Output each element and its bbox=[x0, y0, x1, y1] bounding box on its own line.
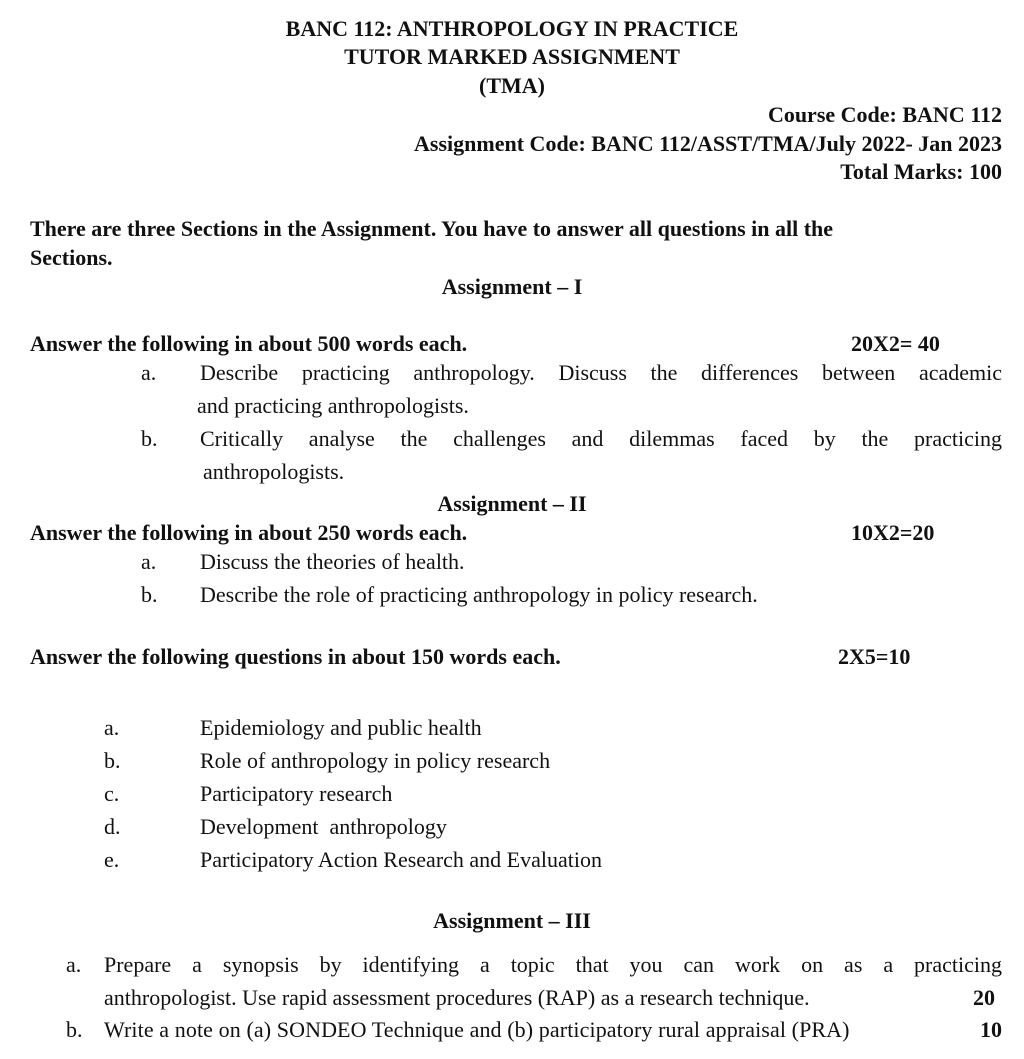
assignment-2-short-marks: 2X5=10 bbox=[838, 644, 911, 669]
assignment-1-q-a-label: a. bbox=[141, 360, 157, 385]
document-abbreviation: (TMA) bbox=[479, 73, 545, 98]
short-q-d-label: d. bbox=[104, 814, 121, 839]
assignment-2-marks: 10X2=20 bbox=[851, 520, 935, 545]
assignment-1-marks: 20X2= 40 bbox=[851, 331, 940, 356]
short-q-a-label: a. bbox=[104, 715, 120, 740]
assignment-2-q-b-label: b. bbox=[141, 582, 158, 607]
assignment-2-instruction: Answer the following in about 250 words each. bbox=[30, 520, 468, 545]
assignment-1-q-b-line-2: anthropologists. bbox=[203, 459, 345, 484]
assignment-3-q-b-label: b. bbox=[66, 1017, 83, 1042]
assignment-3-q-a-line-2: anthropologist. Use rapid assessment procedures (RAP) as a research technique. bbox=[104, 985, 810, 1010]
assignment-code: Assignment Code: BANC 112/ASST/TMA/July 2022- Jan 2023 bbox=[414, 131, 1002, 156]
short-q-e-text: Participatory Action Research and Evaluation bbox=[200, 847, 602, 872]
assignment-1-q-b-line-1: Critically analyse the challenges and dilemmas faced by the practicing bbox=[200, 426, 1002, 451]
assignment-1-heading: Assignment – I bbox=[441, 274, 583, 299]
document-title: BANC 112: ANTHROPOLOGY IN PRACTICE bbox=[285, 16, 739, 41]
assignment-2-q-a-label: a. bbox=[141, 549, 157, 574]
short-q-b-label: b. bbox=[104, 748, 121, 773]
assignment-2-heading: Assignment – II bbox=[437, 491, 587, 516]
short-q-c-text: Participatory research bbox=[200, 781, 393, 806]
assignment-3-q-a-marks: 20 bbox=[973, 985, 995, 1010]
assignment-1-q-a-line-1: Describe practicing anthropology. Discuss the differences between academic bbox=[200, 360, 1002, 385]
intro-line-1: There are three Sections in the Assignment. You have to answer all questions in all the bbox=[30, 216, 834, 241]
short-q-c-label: c. bbox=[104, 781, 120, 806]
assignment-3-heading: Assignment – III bbox=[433, 908, 591, 933]
assignment-1-instruction: Answer the following in about 500 words each. bbox=[30, 331, 468, 356]
assignment-3-q-b-marks: 10 bbox=[980, 1017, 1002, 1042]
assignment-3-q-a-label: a. bbox=[66, 952, 82, 977]
course-code: Course Code: BANC 112 bbox=[767, 102, 1002, 127]
assignment-2-short-instruction: Answer the following questions in about 150 words each. bbox=[30, 644, 561, 669]
short-q-b-text: Role of anthropology in policy research bbox=[200, 748, 551, 773]
document-subtitle: TUTOR MARKED ASSIGNMENT bbox=[344, 44, 680, 69]
assignment-2-q-a-text: Discuss the theories of health. bbox=[200, 549, 465, 574]
assignment-2-q-b-text: Describe the role of practicing anthropology in policy research. bbox=[200, 582, 758, 607]
intro-line-2: Sections. bbox=[30, 245, 113, 270]
short-q-d-text: Development anthropology bbox=[200, 814, 447, 839]
assignment-3-q-b-line-1: Write a note on (a) SONDEO Technique and (b) participatory rural appraisal (PRA) bbox=[104, 1017, 850, 1042]
total-marks: Total Marks: 100 bbox=[840, 159, 1002, 184]
assignment-1-q-b-label: b. bbox=[141, 426, 158, 451]
assignment-1-q-a-line-2: and practicing anthropologists. bbox=[197, 393, 469, 418]
short-q-a-text: Epidemiology and public health bbox=[200, 715, 482, 740]
assignment-3-q-a-line-1: Prepare a synopsis by identifying a topic that you can work on as a practicing bbox=[104, 952, 1002, 977]
short-q-e-label: e. bbox=[104, 847, 120, 872]
